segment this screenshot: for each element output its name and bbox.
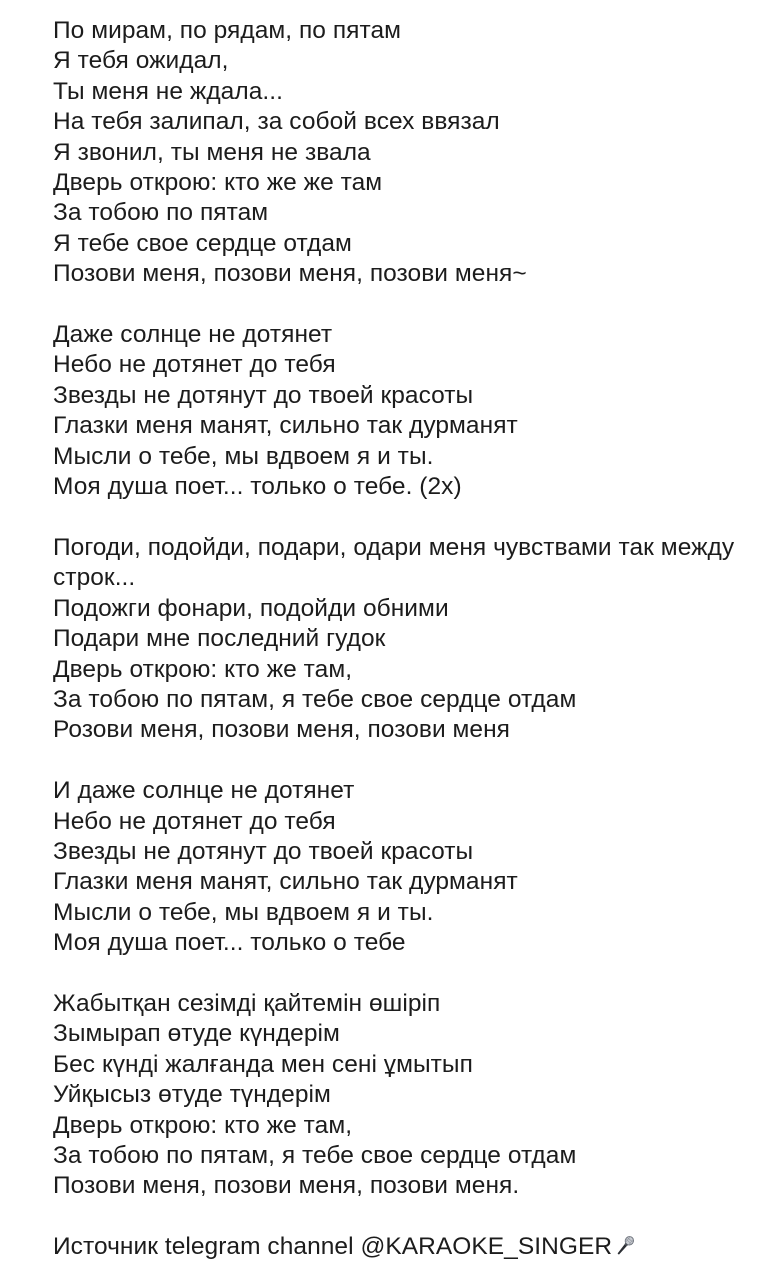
stanza-4 [53,776,769,958]
lyric-line: Уйқысыз өтуде түндерім [53,1081,331,1109]
lyric-line: Звезды не дотянут до твоей красоты [53,381,474,409]
lyric-line: И даже солнце не дотянет [53,777,355,805]
lyric-line: Ты меня не ждала... [53,77,283,105]
lyric-line: Позови меня, позови меня, позови меня. [53,1172,520,1200]
lyric-line: Мысли о тебе, мы вдвоем я и ты. [53,442,434,470]
stanza-1 [53,16,769,290]
lyrics-document [53,16,769,1263]
lyric-line: Розови меня, позови меня, позови меня [53,716,511,744]
lyric-line: Глазки меня манят, сильно так дурманят [53,412,518,440]
stanza-5 [53,989,769,1202]
lyric-line: Дверь открою: кто же там, [53,655,353,683]
lyric-line: Погоди, подойди, подари, одари меня чувствами так между строк... [53,533,735,592]
lyric-line: За тобою по пятам, я тебе свое сердце отдам [53,685,577,713]
lyric-line: Мысли о тебе, мы вдвоем я и ты. [53,898,434,926]
lyric-line: Дверь открою: кто же же там [53,169,383,197]
lyric-line: За тобою по пятам [53,199,269,227]
source-text: Источник telegram channel @KARAOKE_SINGER [53,1233,613,1261]
stanza-3 [53,533,769,746]
lyric-line: Даже солнце не дотянет [53,321,333,349]
lyric-line: Моя душа поет... только о тебе. (2x) [53,473,462,501]
lyric-line: Бес күнді жалғанда мен сені ұмытып [53,1050,473,1078]
lyric-line: Подожги фонари, подойди обними [53,594,449,622]
lyric-line: Подари мне последний гудок [53,625,386,653]
lyric-line: По мирам, по рядам, по пятам [53,17,402,44]
microphone-icon [613,1234,637,1258]
source-credit [53,1232,769,1262]
lyric-line: За тобою по пятам, я тебе свое сердце отдам [53,1141,577,1169]
lyric-line: Звезды не дотянут до твоей красоты [53,837,474,865]
lyric-line: Позови меня, позови меня, позови меня~ [53,260,527,288]
stanza-2 [53,320,769,502]
lyric-line: Жабытқан сезімді қайтемін өшіріп [53,989,441,1017]
lyric-line: Небо не дотянет до тебя [53,351,336,379]
lyric-line: Небо не дотянет до тебя [53,807,336,835]
lyric-line: Зымырап өтуде күндерім [53,1020,340,1048]
lyric-line: Я звонил, ты меня не звала [53,138,371,166]
lyric-line: Я тебя ожидал, [53,47,229,75]
lyric-line: На тебя залипал, за собой всех ввязал [53,108,500,136]
lyric-line: Я тебе свое сердце отдам [53,229,352,257]
lyric-line: Глазки меня манят, сильно так дурманят [53,868,518,896]
lyric-line: Моя душа поет... только о тебе [53,929,406,957]
lyric-line: Дверь открою: кто же там, [53,1111,353,1139]
